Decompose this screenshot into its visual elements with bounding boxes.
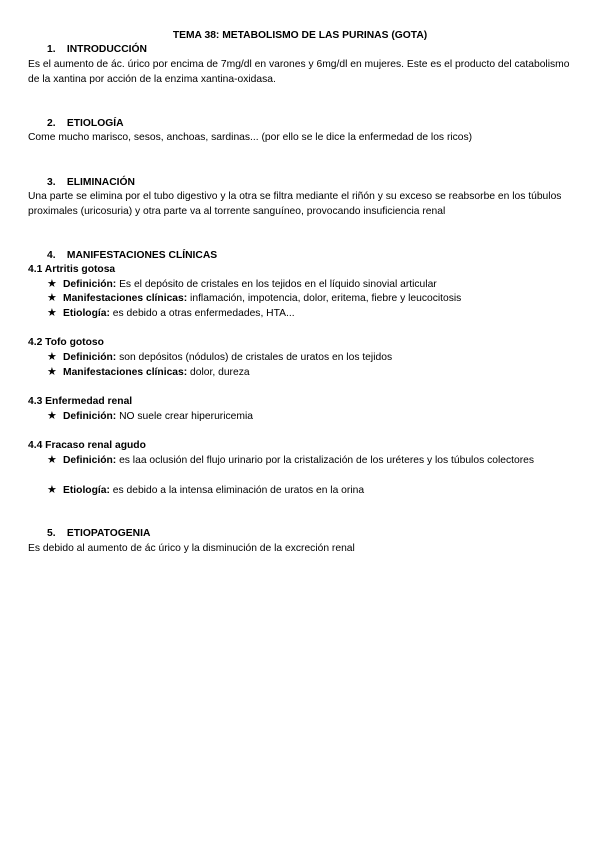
bullet-term: Definición: — [63, 455, 117, 466]
section-heading-label: MANIFESTACIONES CLÍNICAS — [66, 250, 218, 261]
section-number: 2. — [47, 118, 56, 129]
section-heading-label: ETIOPATOGENIA — [66, 528, 151, 539]
star-bullet-icon: ★ — [47, 278, 57, 290]
star-bullet-icon: ★ — [47, 366, 57, 378]
subsection-heading-artritis-gotosa: 4.1 Artritis gotosa — [28, 264, 116, 275]
section-number: 4. — [47, 250, 56, 261]
bullet-term: Etiología: — [63, 485, 110, 496]
star-bullet-icon: ★ — [47, 410, 57, 422]
bullet-term: Definición: — [63, 411, 117, 422]
bullet-text: es debido a la intensa eliminación de uratos en la orina — [109, 485, 365, 496]
bullet-term: Definición: — [63, 279, 117, 290]
list-item — [47, 483, 567, 498]
subsection-heading-enfermedad-renal: 4.3 Enfermedad renal — [28, 396, 133, 407]
section-heading-introduccion — [47, 42, 147, 57]
section-number: 1. — [47, 44, 56, 55]
section-heading-etiopatogenia — [47, 526, 150, 541]
star-bullet-icon: ★ — [47, 351, 57, 363]
bullet-term: Definición: — [63, 352, 117, 363]
star-bullet-icon: ★ — [47, 484, 57, 496]
bullet-text: son depósitos (nódulos) de cristales de uratos en los tejidos — [116, 352, 393, 363]
section-heading-label: ETIOLOGÍA — [66, 118, 124, 129]
bullet-term: Manifestaciones clínicas: — [63, 293, 188, 304]
bullet-text: Es el depósito de cristales en los tejidos en el líquido sinovial articular — [116, 279, 437, 290]
star-bullet-icon: ★ — [47, 307, 57, 319]
document-title: TEMA 38: METABOLISMO DE LAS PURINAS (GOTA) — [172, 30, 428, 41]
bullet-text: dolor, dureza — [187, 367, 250, 378]
section-heading-etiologia — [47, 116, 124, 131]
subsection-heading-fracaso-renal-agudo: 4.4 Fracaso renal agudo — [28, 440, 146, 451]
bullet-text: es laa oclusión del flujo urinario por la cristalización de los uréteres y los túbulos colectores — [116, 455, 535, 466]
list-item — [47, 306, 567, 321]
paragraph-eliminacion: Una parte se elimina por el tubo digestivo y la otra se filtra mediante el riñón y su exceso se reabsorbe en los túbulos proximales (uricosuria) y otra parte va al torrente sanguíneo, provocando insuficiencia renal — [28, 191, 562, 217]
list-item — [47, 409, 567, 424]
section-number: 5. — [47, 528, 56, 539]
list-item — [47, 350, 567, 365]
section-number: 3. — [47, 177, 56, 188]
list-item — [47, 277, 567, 292]
bullet-text: NO suele crear hiperuricemia — [116, 411, 253, 422]
bullet-term: Etiología: — [63, 308, 110, 319]
bullet-term: Manifestaciones clínicas: — [63, 367, 188, 378]
star-bullet-icon: ★ — [47, 292, 57, 304]
paragraph-etiologia: Come mucho marisco, sesos, anchoas, sardinas... (por ello se le dice la enfermedad de los ricos) — [28, 132, 473, 143]
bullet-text: es debido a otras enfermedades, HTA... — [109, 308, 295, 319]
section-heading-label: INTRODUCCIÓN — [66, 44, 147, 55]
section-heading-label: ELIMINACIÓN — [66, 177, 135, 188]
list-item — [47, 453, 567, 468]
subsection-heading-tofo-gotoso: 4.2 Tofo gotoso — [28, 337, 104, 348]
section-heading-eliminacion — [47, 175, 135, 190]
paragraph-introduccion: Es el aumento de ác. úrico por encima de 7mg/dl en varones y 6mg/dl en mujeres. Este es el producto del catabolismo de la xantina por acción de la enzima xantina-oxidasa. — [28, 59, 570, 85]
list-item — [47, 365, 567, 380]
section-heading-manifestaciones — [47, 248, 217, 263]
paragraph-etiopatogenia: Es debido al aumento de ác úrico y la disminución de la excreción renal — [28, 543, 355, 554]
bullet-text: inflamación, impotencia, dolor, eritema, fiebre y leucocitosis — [187, 293, 462, 304]
star-bullet-icon: ★ — [47, 454, 57, 466]
list-item — [47, 291, 567, 306]
